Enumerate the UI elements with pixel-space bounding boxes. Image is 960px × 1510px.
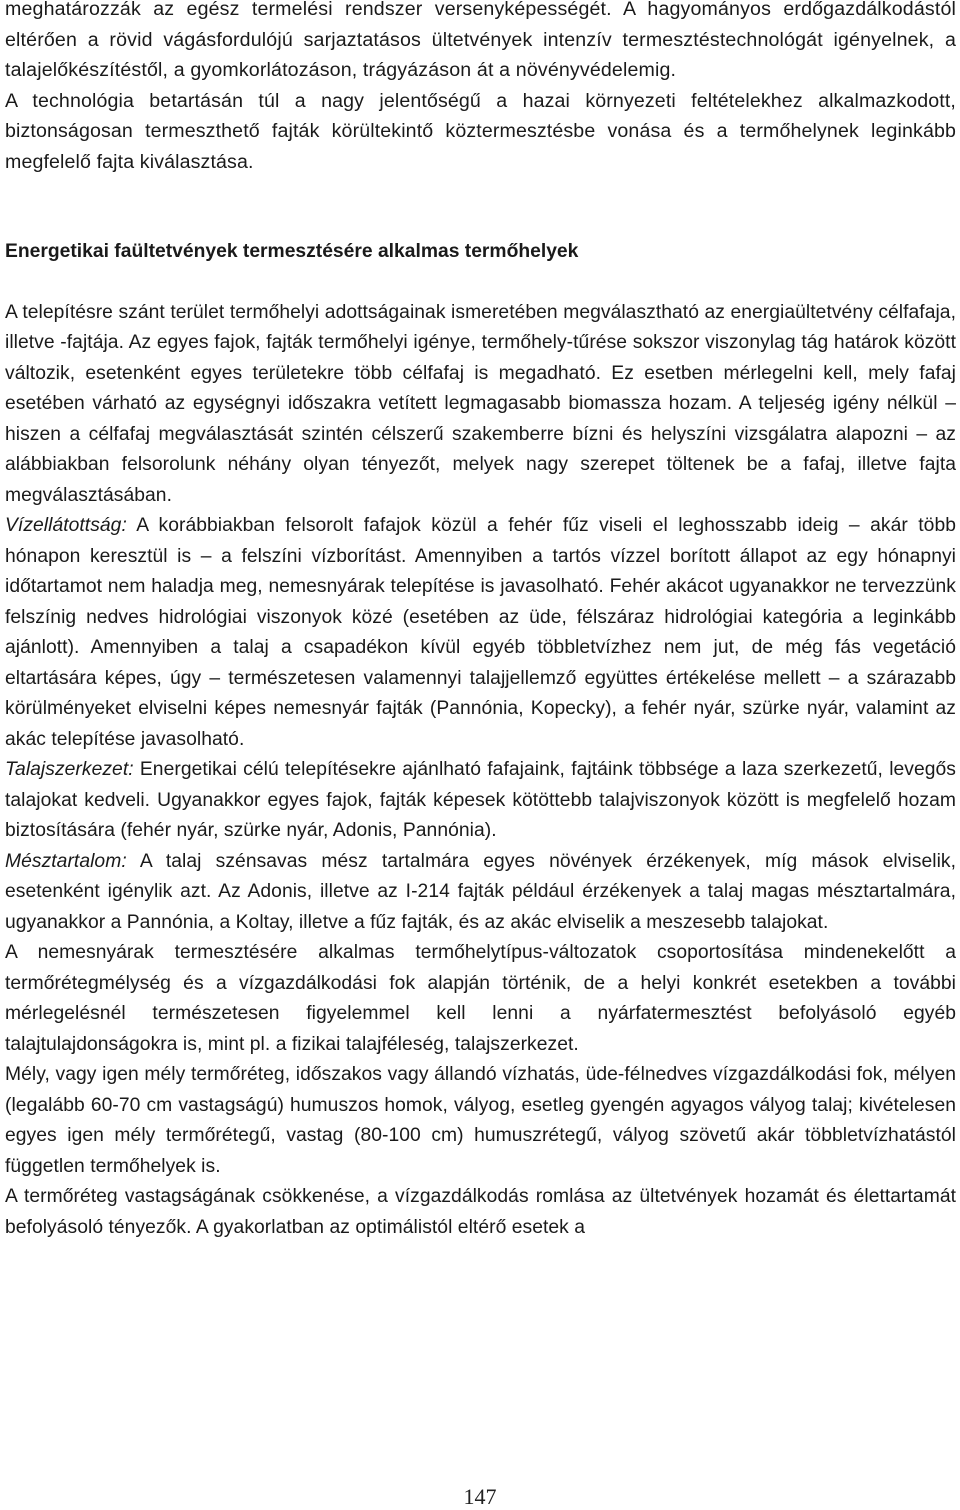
technology-paragraph: A technológia betartásán túl a nagy jelentőségű a hazai környezeti feltételekhez alkalmazkodott, biztonságosan termeszthető fajták körültekintő köztermesztésbe vonása és a termőhelynek leginkább megfelelő fajta kiválasztása. xyxy=(5,89,956,173)
lime-content-text: A talaj szénsavas mész tartalmára egyes növények érzékenyek, míg mások elviselik, esetenként igénylik azt. Az Adonis, illetve az I-214 fajták például érzékenyek a talaj magas mésztartalmára, ugyanakkor a Pannónia, a Koltay, illetve a fűz fajták, és az akác elviselik a meszesebb talajokat. xyxy=(5,850,956,933)
soil-structure-text: Energetikai célú telepítésekre ajánlható fafajaink, fajtáink többsége a laza szerkezetű, levegős talajokat kedveli. Ugyanakkor egyes fajok, fajták képesek kötöttebb talajviszonyok között is megfelelő hozam biztosítására (fehér nyár, szürke nyár, Adonis, Pannónia). xyxy=(5,759,956,841)
document-page xyxy=(5,0,956,1243)
intro-paragraph: meghatározzák az egész termelési rendszer versenyképességét. A hagyományos erdőgazdálkodástól eltérően a rövid vágásfordulójú sarjaztatásos ültetvények intenzív termesztéstechnológát igényelnek, a talajelőkészítéstől, a gyomkorlátozáson, trágyázáson át a növényvédelemig. xyxy=(5,0,956,81)
lime-content-label: Mésztartalom: xyxy=(5,850,127,872)
water-supply-paragraph xyxy=(5,511,956,755)
site-grouping-paragraph: A nemesnyárak termesztésére alkalmas termőhelytípus-változatok csoportosítása mindenekelőtt a termőrétegmélység és a vízgazdálkodási fok alapján történik, de a helyi konkrét esetekben a további mérlegelésnél természetesen figyelemmel kell lenni a nyárfatermesztést befolyásoló egyéb talajtulajdonságokra is, mint pl. a fizikai talajféleség, talajszerkezet. xyxy=(5,942,956,1055)
lime-content-paragraph xyxy=(5,847,956,939)
water-supply-label: Vízellátottság: xyxy=(5,515,127,536)
water-supply-text: A korábbiakban felsorolt fafajok közül a fehér fűz viseli el leghosszabb ideig – akár több hónapon keresztül is – a felszíni vízborítást. Amennyiben a tartós vízzel borított állapot az egy hónapnyi időtartamot nem haladja meg, nemesnyárak telepítése is javasolható. Fehér akácot ugyanakkor ne tervezzünk felszínig nedves hidrológiai viszonyok közé (esetében az üde, félszáraz hidrológiai kategória a leginkább ajánlott). Amennyiben a talaj a csapadékon kívül egyéb többletvízhez nem jut, de még fás vegetáció eltartására képes, úgy – természetesen valamennyi talajjellemző együttes értékelése mellett – a szárazabb körülményeket elviselni képes nemesnyár fajták (Pannónia, Kopecky), a fehér nyár, szürke nyár, valamint az akác telepítése javasolható. xyxy=(5,515,956,750)
site-selection-paragraph: A telepítésre szánt terület termőhelyi adottságainak ismeretében megválasztható az energiaültetvény célfafaja, illetve -fajtája. Az egyes fajok, fajták termőhelyi igénye, termőhely-tűrése sokszor viszonylag tág határok között változik, esetenként egyes területekre több célfafaj is megadható. Ez esetben mérlegelni kell, mely fafaj esetében várható az egységnyi időszakra vetített legmagasabb biomassza hozam. A teljeség igény nélkül – hiszen a célfafaj megválasztását szintén célszerű szakemberre bízni és helyszíni vizsgálatra alapozni – az alábbiakban felsorolunk néhány olyan tényezőt, melyek nagy szerepet töltenek be a fafaj, illetve fajta megválasztásában. xyxy=(5,301,956,506)
page-number: 147 xyxy=(463,1484,497,1509)
soil-structure-label: Talajszerkezet: xyxy=(5,759,134,780)
soil-structure-paragraph xyxy=(5,755,956,847)
section-heading: Energetikai faültetvények termesztésére alkalmas termőhelyek xyxy=(5,241,579,262)
soil-depth-paragraph: A termőréteg vastagságának csökkenése, a vízgazdálkodás romlása az ültetvények hozamát és élettartamát befolyásoló tényezők. A gyakorlatban az optimálistól eltérő esetek a xyxy=(5,1186,956,1238)
deep-soil-paragraph: Mély, vagy igen mély termőréteg, időszakos vagy állandó vízhatás, üde-félnedves vízgazdálkodási fok, mélyen (legalább 60-70 cm vastagságú) humuszos homok, vályog, esetleg gyengén agyagos vályog talaj; kivételesen egyes igen mély termőrétegű, vastag (80-100 cm) humuszrétegű, vályog szövetű akár többletvízhatástól független termőhelyek is. xyxy=(5,1064,956,1177)
